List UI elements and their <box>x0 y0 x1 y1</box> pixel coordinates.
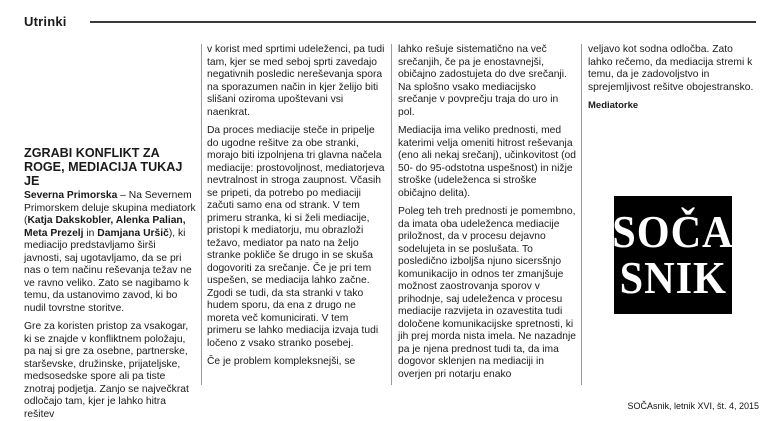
socasnik-logo <box>614 196 732 314</box>
article-lead <box>24 190 196 315</box>
column-divider <box>581 44 582 385</box>
article-column-3 <box>398 44 576 387</box>
article-paragraph: v korist med sprtimi udeleženci, pa tudi tam, kjer se med seboj sprti zavedajo negativnih posledic nereševanja spora na sporazumen način in kjer želijo biti slišani oziroma upoštevani vsi naenkrat. <box>207 44 385 118</box>
logo-line-2: SNIK <box>619 252 727 303</box>
article-paragraph: Poleg teh treh prednosti je pomembno, da imata oba udeleženca mediacije priložnost, da v procesu dejavno sodelujeta in se poslušata. To posledično izboljša njuno sicersšnjo komunikacijo in odnos ter zmanjšuje možnost zaostrovanja sporov v prihodnje, saj udeleženca v procesu mediacije razvijeta in ozavestita tudi določene komunikacijske spretnosti, ki jih prej morda nista imela. Ne nazadnje pa je njena prednost tudi ta, da ima dogovor sklenjen na mediaciji in overjen pri notarju enako <box>398 206 576 380</box>
lead-names: Damjana Uršič <box>97 227 169 239</box>
article-column-2 <box>207 44 385 387</box>
article-paragraph: Gre za koristen pristop za vsakogar, ki se znajde v konfliktnem položaju, pa naj si gre za osebne, partnerske, starševske, družinske, prijateljske, medsosedske spore ali pa tiste znotraj podjetja. Zanjo se največkrat odločajo tam, kjer je lahko hitra rešitev <box>24 321 189 420</box>
section-header <box>24 14 760 36</box>
lead-text: in <box>83 227 98 239</box>
section-title: Utrinki <box>24 14 67 29</box>
publication-credit: SOČAsnik, letnik XVI, št. 4, 2015 <box>627 401 759 411</box>
logo-line-1: SOČA <box>612 206 734 257</box>
column-divider <box>201 44 202 385</box>
article-signature: Mediatorke <box>588 100 639 111</box>
article-paragraph: lahko rešuje sistematično na več srečanjih, če pa je enostavnejši, običajno zadostujeta do dve srečanji. Na splošno vsako mediacijsko srečanje v povprečju traja do uro in pol. <box>398 44 567 118</box>
article-paragraph: Če je problem kompleksnejši, se <box>207 356 356 367</box>
lead-names: Katja Dakskobler, Alenka Palian, Meta Prezelj <box>24 215 186 239</box>
article-paragraph: Mediacija ima veliko prednosti, med katerimi velja omeniti hitrost reševanja (eno ali nekaj srečanj), učinkovitost (od 50- do 95-odstotna uspešnost) in nižje stroške (udeleženca si stroške običajno delita). <box>398 125 576 199</box>
article-paragraph: veljavo kot sodna odločba. Zato lahko rečemo, da mediacija stremi k temu, da je zadovoljstvo in sprejemljivost rešitve obojestransko. <box>588 44 754 93</box>
article-column-1 <box>24 146 196 420</box>
article-paragraph: Da proces mediacije steče in pripelje do ugodne rešitve za obe stranki, morajo biti izpolnjena tri glavna načela mediacije: prostovoljnost, mediatorjeva nevtralnost in stroga zaupnost. Včasih se pripeti, da potrebo po mediaciji začuti samo ena od strank. V tem primeru stranka, ki si želi mediacije, pristopi k mediatorju, mu obrazloži težavo, mediator pa nato na željo stranke pokliče še drugo in se skuša dogovoriti za srečanje. Če je pri tem uspešen, se mediacija lahko začne. Zgodi se tudi, da sta stranki v tako hudem sporu, da ena z drugo ne moreta več komunicirati. V tem primeru se lahko mediacija izvaja tudi ločeno z vsako stranko posebej. <box>207 125 385 349</box>
lead-text: – Na Severnem Primorskem deluje skupina mediatork ( <box>24 190 196 226</box>
lead-location: Severna Primorska <box>24 190 118 201</box>
lead-text: ), ki mediacijo predstavljamo širši javnosti, saj ugotavljamo, da se pri nas o tem načinu reševanja težav ne ve ravno veliko. Zato se nagibamo k temu, da ustanovimo zavod, ki bo nudil tovrstne storitve. <box>24 227 192 314</box>
column-divider <box>391 44 392 385</box>
section-rule <box>90 21 756 23</box>
article-title: ZGRABI KONFLIKT ZA ROGE, MEDIACIJA TUKAJ JE <box>24 146 183 188</box>
